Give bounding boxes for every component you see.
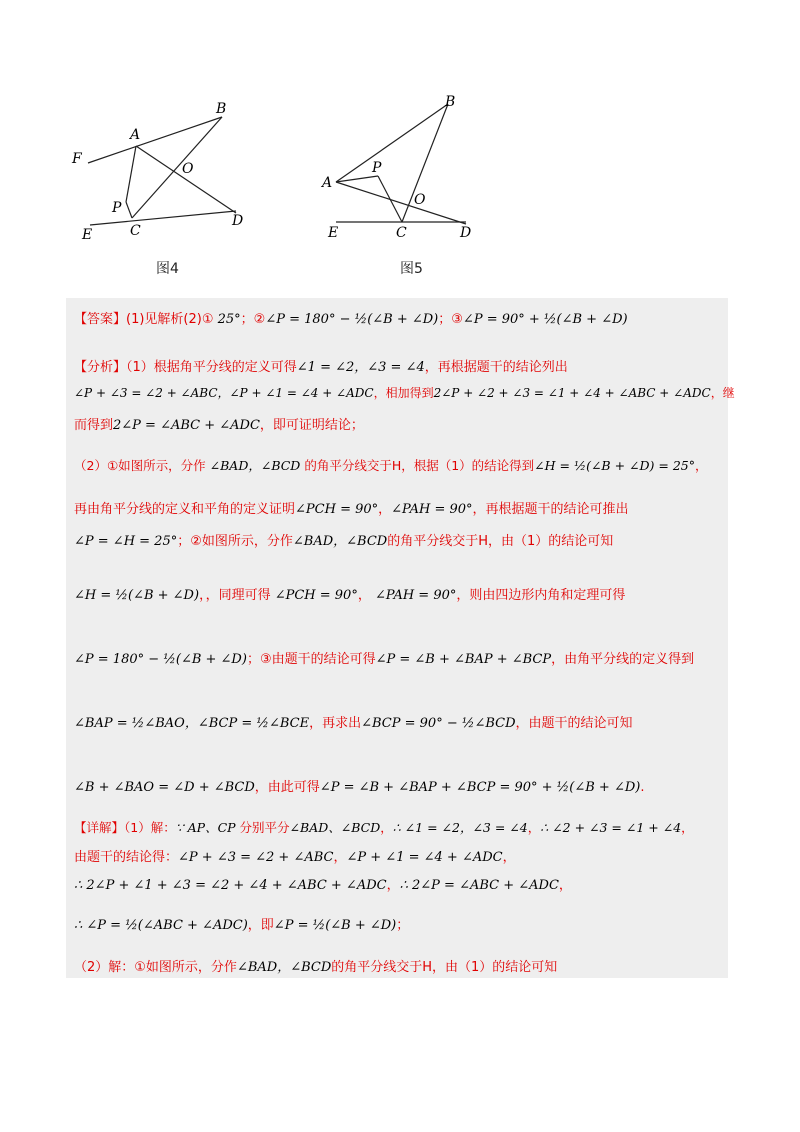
seg: ∠1 = ∠2，∠3 = ∠4 (296, 360, 425, 375)
seg: ∠BAD，∠BCD (205, 458, 305, 473)
seg: ∠BCP = 90° − ½∠BCD (361, 716, 516, 731)
seg: 2∠P = ∠ABC + ∠ADC (113, 418, 260, 433)
line-PC (378, 176, 402, 222)
seg: 的角平分线交于H，由（1）的结论可知 (331, 960, 558, 975)
seg: 25° (213, 312, 241, 327)
seg: ， (502, 850, 516, 865)
figure-4-caption: 图4 (156, 261, 179, 277)
label-P: P (372, 160, 382, 176)
seg: 2∠P + ∠2 + ∠3 = ∠1 + ∠4 + ∠ABC + ∠ADC (433, 386, 711, 400)
seg: . (640, 780, 645, 795)
seg: ∠P = ½(∠B + ∠D) (273, 918, 397, 933)
label-A: A (130, 127, 141, 143)
seg: ∴ ∠2 + ∠3 = ∠1 + ∠4 (540, 820, 682, 835)
answer-line (74, 308, 628, 327)
analysis-line-5 (74, 498, 629, 517)
seg: ，由角平分线的定义得到 (551, 652, 695, 667)
seg: 【答案】(1)见解析(2)① (74, 312, 214, 327)
figure-4 (60, 95, 280, 245)
seg: ，再根据题干的结论列出 (424, 360, 568, 375)
label-O: O (182, 161, 194, 177)
seg: ，相加得到 (373, 386, 434, 400)
figure-5-caption: 图5 (400, 261, 423, 277)
label-E: E (328, 225, 339, 241)
label-D: D (460, 225, 472, 241)
seg: ， (333, 850, 347, 865)
seg: 再由角平分线的定义和平角的定义证明 (74, 502, 296, 517)
label-O: O (414, 192, 426, 208)
label-F: F (72, 151, 82, 167)
seg: 【详解】（1）解： (74, 820, 176, 835)
seg: ；②如图所示，分作 (177, 534, 293, 549)
seg: ∠BAP = ½∠BAO，∠BCP = ½∠BCE (74, 716, 310, 731)
seg: ∠B + ∠BAO = ∠D + ∠BCD (74, 780, 255, 795)
seg: ∠PCH = 90° (295, 502, 379, 517)
seg: ，由题干的结论可知 (515, 716, 633, 731)
seg: ∠H = ½(∠B + ∠D) = 25° (534, 458, 695, 473)
seg: ，则由四边形内角和定理可得 (456, 588, 626, 603)
seg: ∴ ∠P = ½(∠ABC + ∠ADC) (74, 918, 248, 933)
seg: ，由此可得 (254, 780, 320, 795)
seg: ∠PAH = 90° (391, 502, 473, 517)
seg: ，即 (247, 918, 274, 933)
seg: ； (396, 918, 410, 933)
line-AB (336, 104, 448, 182)
seg: ∠H = ½(∠B + ∠D) (74, 588, 200, 603)
seg: ， (357, 588, 371, 603)
seg: ∠P = 180° − ½(∠B + ∠D) (74, 652, 247, 667)
seg: ，，同理可得 (199, 588, 271, 603)
seg: ∴ 2∠P + ∠1 + ∠3 = ∠2 + ∠4 + ∠ABC + ∠ADC (74, 878, 387, 893)
seg: ∠PAH = 90° (370, 588, 457, 603)
label-A: A (322, 175, 333, 191)
seg: ，再根据题干的结论可推出 (472, 502, 629, 517)
label-E: E (82, 227, 93, 243)
analysis-line-7 (74, 584, 625, 603)
seg: ∠P + ∠3 = ∠2 + ∠ABC (178, 850, 334, 865)
detail-line-1 (74, 818, 694, 836)
analysis-line-3 (74, 414, 364, 433)
seg: 的角平分线交于H，根据（1）的结论得到 (304, 458, 535, 473)
seg: ， (378, 502, 392, 517)
seg: ∵ AP、CP (175, 820, 240, 835)
seg: ∠P = 180° − ½(∠B + ∠D) (265, 312, 439, 327)
analysis-line-8 (74, 648, 694, 667)
figure-5-diagram (318, 92, 498, 242)
seg: （2）解：①如图所示，分作 (74, 960, 237, 975)
figure-5 (318, 92, 498, 242)
label-C: C (396, 225, 407, 241)
detail-line-4 (74, 914, 409, 933)
label-B: B (445, 94, 456, 110)
seg: ∴ ∠1 = ∠2，∠3 = ∠4 (392, 820, 528, 835)
seg: ，再求出 (309, 716, 362, 731)
seg: 分别平分 (239, 820, 290, 835)
seg: ∠P + ∠3 = ∠2 + ∠ABC，∠P + ∠1 = ∠4 + ∠ADC (74, 386, 374, 400)
seg: ， (558, 878, 572, 893)
analysis-line-9 (74, 712, 633, 731)
figure-4-diagram (60, 95, 280, 245)
label-B: B (216, 101, 227, 117)
label-D: D (232, 213, 244, 229)
seg: ∠BAD，∠BCD (236, 960, 332, 975)
seg: ∠P + ∠1 = ∠4 + ∠ADC (346, 850, 503, 865)
seg: （2）①如图所示，分作 (74, 458, 206, 473)
seg: 的角平分线交于H，由（1）的结论可知 (387, 534, 614, 549)
analysis-line-10 (74, 776, 644, 795)
seg: ， (695, 458, 708, 473)
seg: ∠P = ∠H = 25° (74, 534, 178, 549)
line-AD (136, 146, 236, 213)
seg: ；② (240, 312, 266, 327)
line-AP (126, 146, 136, 202)
analysis-line-1 (74, 356, 568, 375)
seg: ， (386, 878, 400, 893)
label-P: P (112, 200, 122, 216)
seg: ∠P = ∠B + ∠BAP + ∠BCP (375, 652, 552, 667)
seg: ，继 (710, 386, 735, 400)
seg: ， (527, 820, 541, 835)
seg: ， (681, 820, 694, 835)
seg: 而得到 (74, 418, 114, 433)
seg: ∠BAD，∠BCD (292, 534, 388, 549)
seg: ∠P = 90° + ½(∠B + ∠D) (462, 312, 628, 327)
seg: ∠P = ∠B + ∠BAP + ∠BCP = 90° + ½(∠B + ∠D) (319, 780, 641, 795)
line-AD (336, 182, 466, 224)
analysis-line-4 (74, 456, 708, 474)
analysis-line-2 (74, 384, 735, 401)
analysis-line-6 (74, 530, 613, 549)
seg: 由题干的结论得： (74, 850, 179, 865)
label-C: C (130, 223, 141, 239)
seg: ；③由题干的结论可得 (246, 652, 376, 667)
seg: ，即可证明结论； (259, 418, 364, 433)
seg: 【分析】（1）根据角平分线的定义可得 (74, 360, 297, 375)
detail-line-2 (74, 846, 516, 865)
seg: ， (380, 820, 393, 835)
seg: ∠BAD、∠BCD (289, 820, 381, 835)
line-PC (126, 202, 132, 218)
seg: ∠PCH = 90° (270, 588, 358, 603)
detail-line-3 (74, 874, 572, 893)
seg: ∴ 2∠P = ∠ABC + ∠ADC (399, 878, 559, 893)
seg: ；③ (438, 312, 463, 327)
detail-line-5 (74, 956, 557, 975)
